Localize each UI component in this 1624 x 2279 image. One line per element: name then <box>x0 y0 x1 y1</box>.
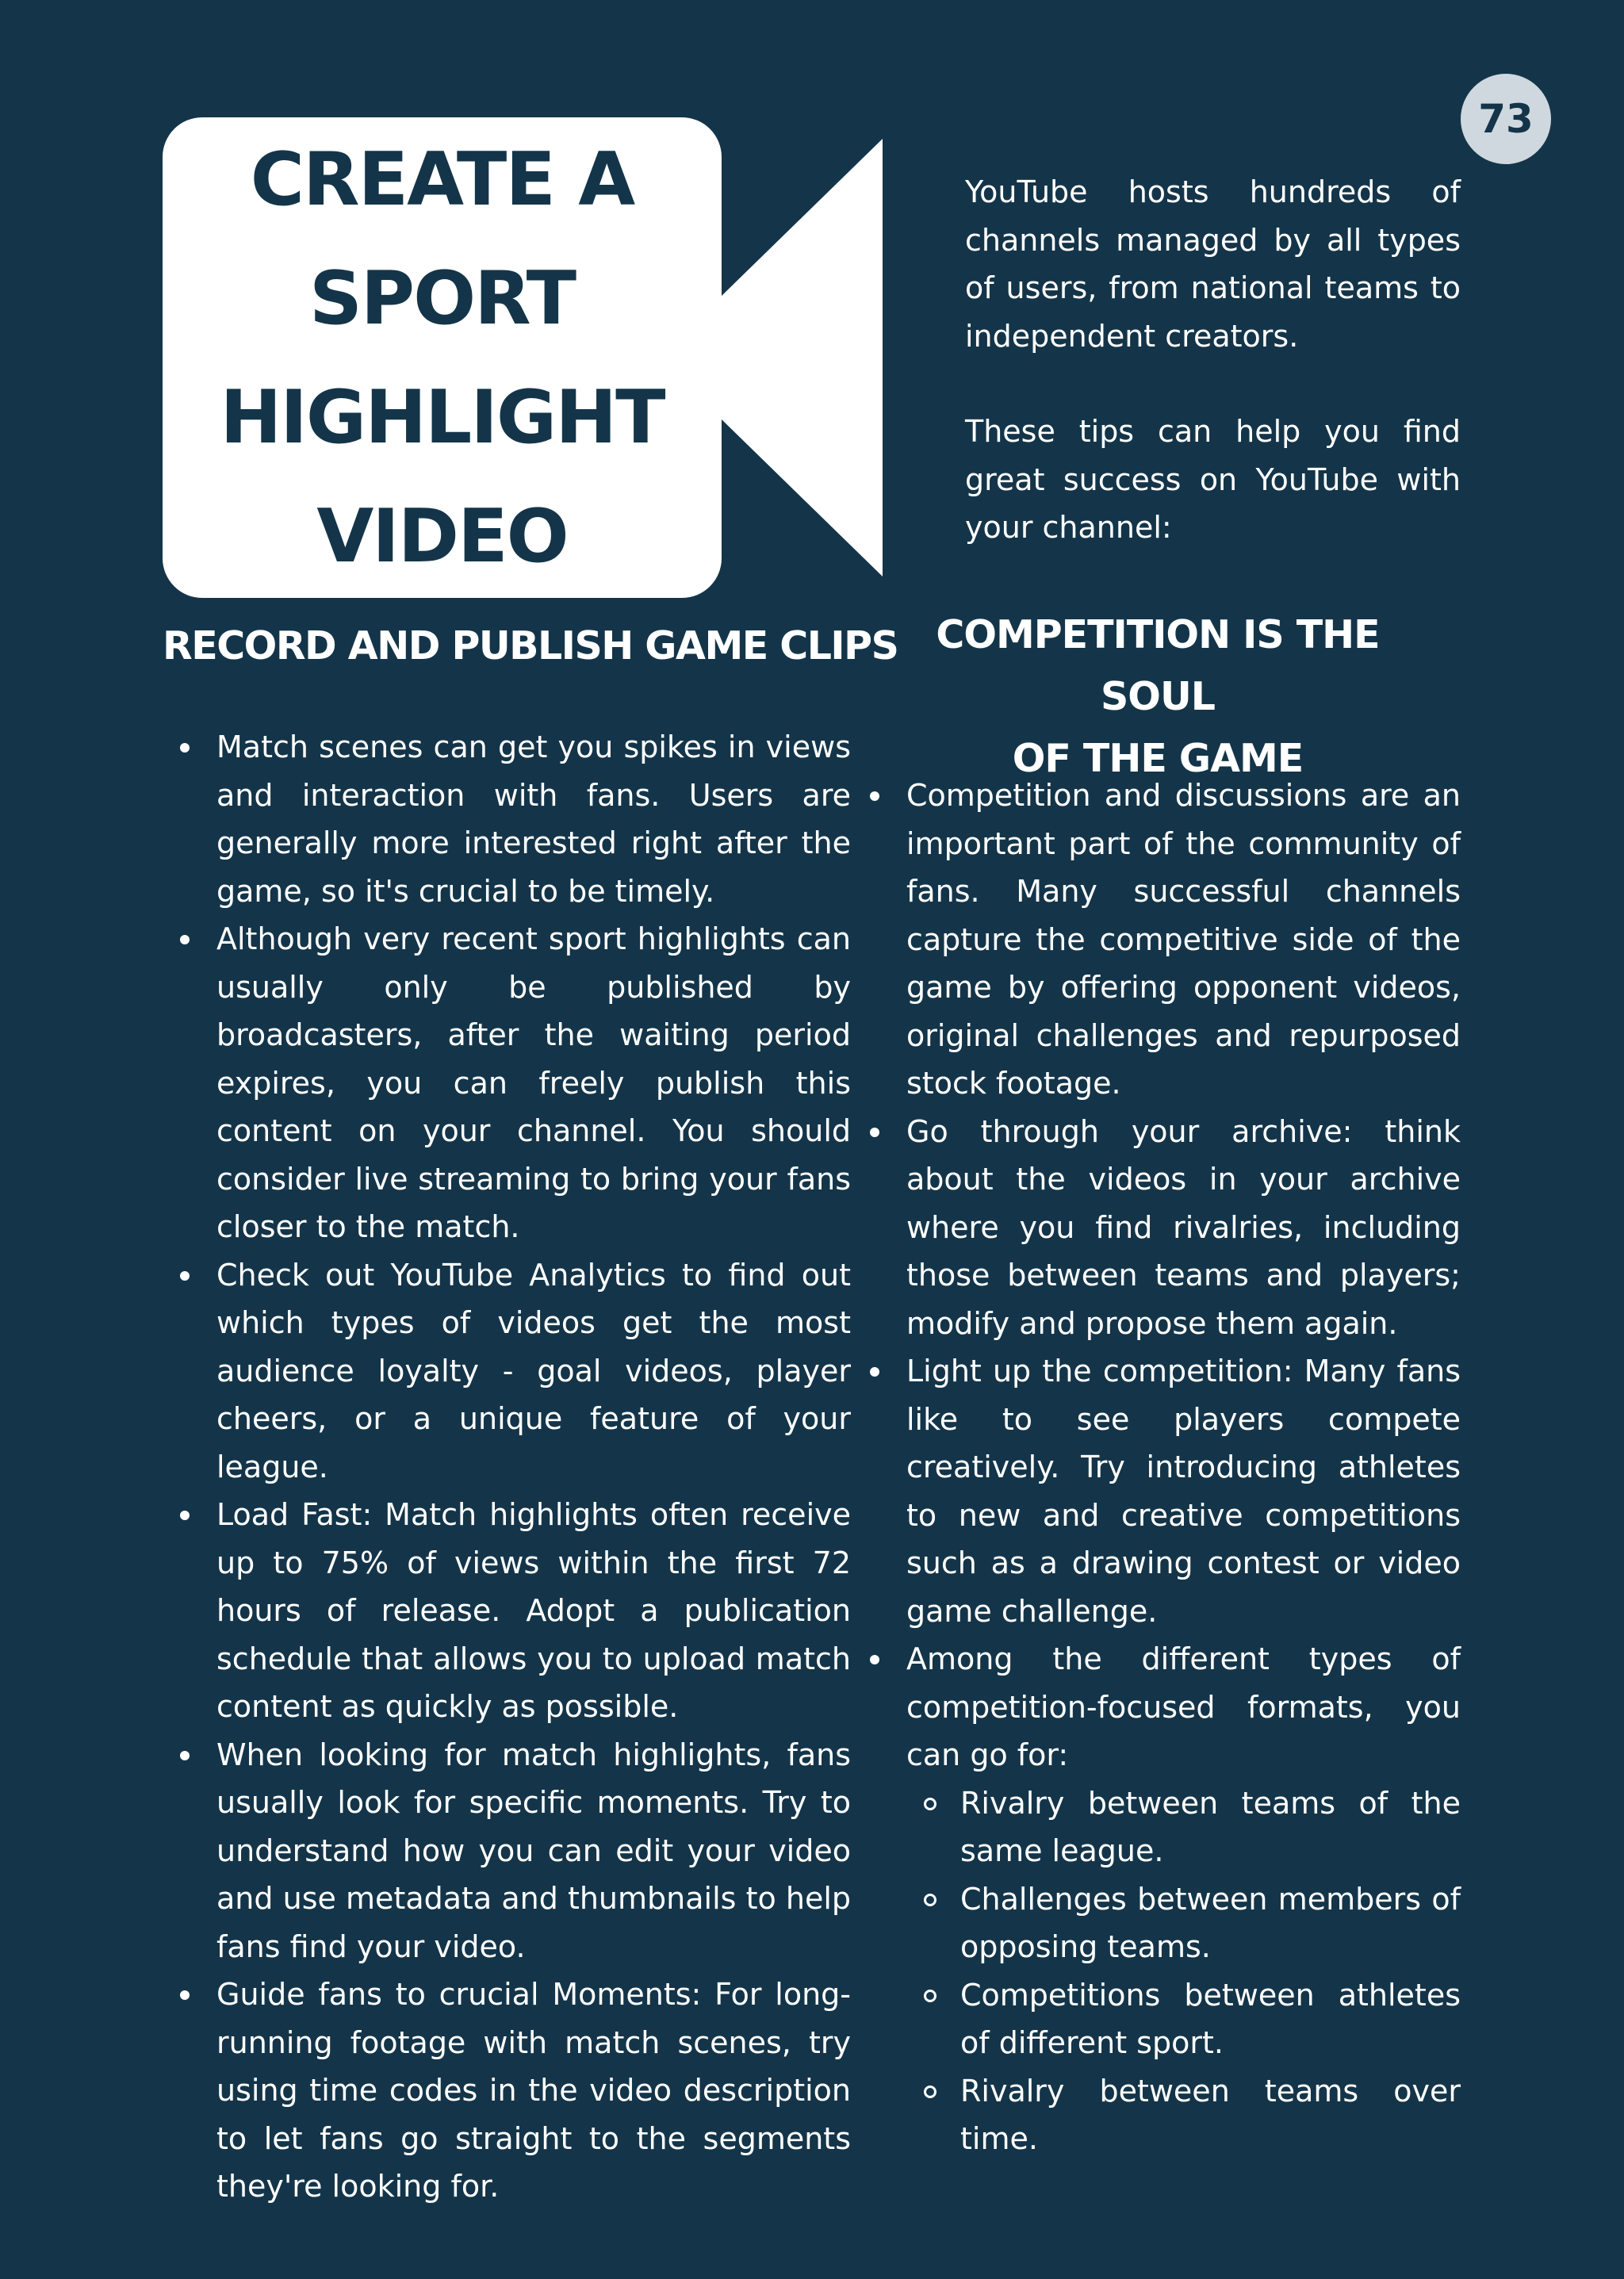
list-item: Light up the competition: Many fans like to see players compete creatively. Try introducing athletes to new and creative competitions such as a drawing contest or video game challenge. <box>852 1347 1461 1635</box>
list-item: Guide fans to crucial Moments: For long-running footage with match scenes, try using time codes in the video description to let fans go straight to the segments they're looking for. <box>163 1971 851 2211</box>
heading-line: COMPETITION IS THE SOUL <box>936 612 1380 719</box>
list-item: Load Fast: Match highlights often receive up to 75% of views within the first 72 hours of release. Adopt a publication schedule that allows you to upload match content as quickly as possible. <box>163 1491 851 1731</box>
intro-text <box>965 168 1461 552</box>
sub-list-item: Challenges between members of opposing teams. <box>906 1875 1461 1971</box>
sub-list-item: Rivalry between teams of the same league. <box>906 1779 1461 1875</box>
list-item <box>852 1635 1461 2163</box>
banner-title-line: HIGHLIGHT <box>220 374 665 460</box>
list-item-text: Among the different types of competition-focused formats, you can go for: <box>906 1641 1461 1772</box>
page-number-badge: 73 <box>1461 74 1551 164</box>
section-heading-competition <box>876 604 1439 790</box>
list-item: Check out YouTube Analytics to find out which types of videos get the most audience loyalty - goal videos, player cheers, or a unique feature of your league. <box>163 1251 851 1492</box>
competition-list <box>852 772 1461 2163</box>
list-item: Go through your archive: think about the videos in your archive where you find rivalries, including those between teams and players; modify and propose them again. <box>852 1108 1461 1348</box>
camera-lens-icon <box>720 139 883 576</box>
list-item: Competition and discussions are an important part of the community of fans. Many successful channels capture the competitive side of the game by offering opponent videos, original challenges and repurposed stock footage. <box>852 772 1461 1108</box>
heading-line: OF THE GAME <box>1012 736 1304 781</box>
format-sublist <box>906 1779 1461 2163</box>
intro-paragraph: YouTube hosts hundreds of channels managed by all types of users, from national teams to independent creators. <box>965 174 1461 354</box>
video-camera-banner <box>163 117 722 598</box>
section-heading-game-clips: RECORD AND PUBLISH GAME CLIPS <box>163 623 898 668</box>
list-item: Although very recent sport highlights can usually only be published by broadcasters, after the waiting period expires, you can freely publish this content on your channel. You should consider live streaming to bring your fans closer to the match. <box>163 915 851 1251</box>
sub-list-item: Competitions between athletes of different sport. <box>906 1971 1461 2067</box>
intro-paragraph: These tips can help you find great success on YouTube with your channel: <box>965 414 1461 545</box>
list-item: When looking for match highlights, fans usually look for specific moments. Try to understand how you can edit your video and use metadata and thumbnails to help fans find your video. <box>163 1731 851 1971</box>
banner-title-line: VIDEO <box>316 493 568 579</box>
game-clips-list <box>163 723 851 2211</box>
banner-title-line: SPORT <box>308 255 576 341</box>
sub-list-item: Rivalry between teams over time. <box>906 2067 1461 2163</box>
banner-title-line: CREATE A <box>250 136 634 222</box>
list-item: Match scenes can get you spikes in views and interaction with fans. Users are generally more interested right after the game, so it's crucial to be timely. <box>163 723 851 915</box>
